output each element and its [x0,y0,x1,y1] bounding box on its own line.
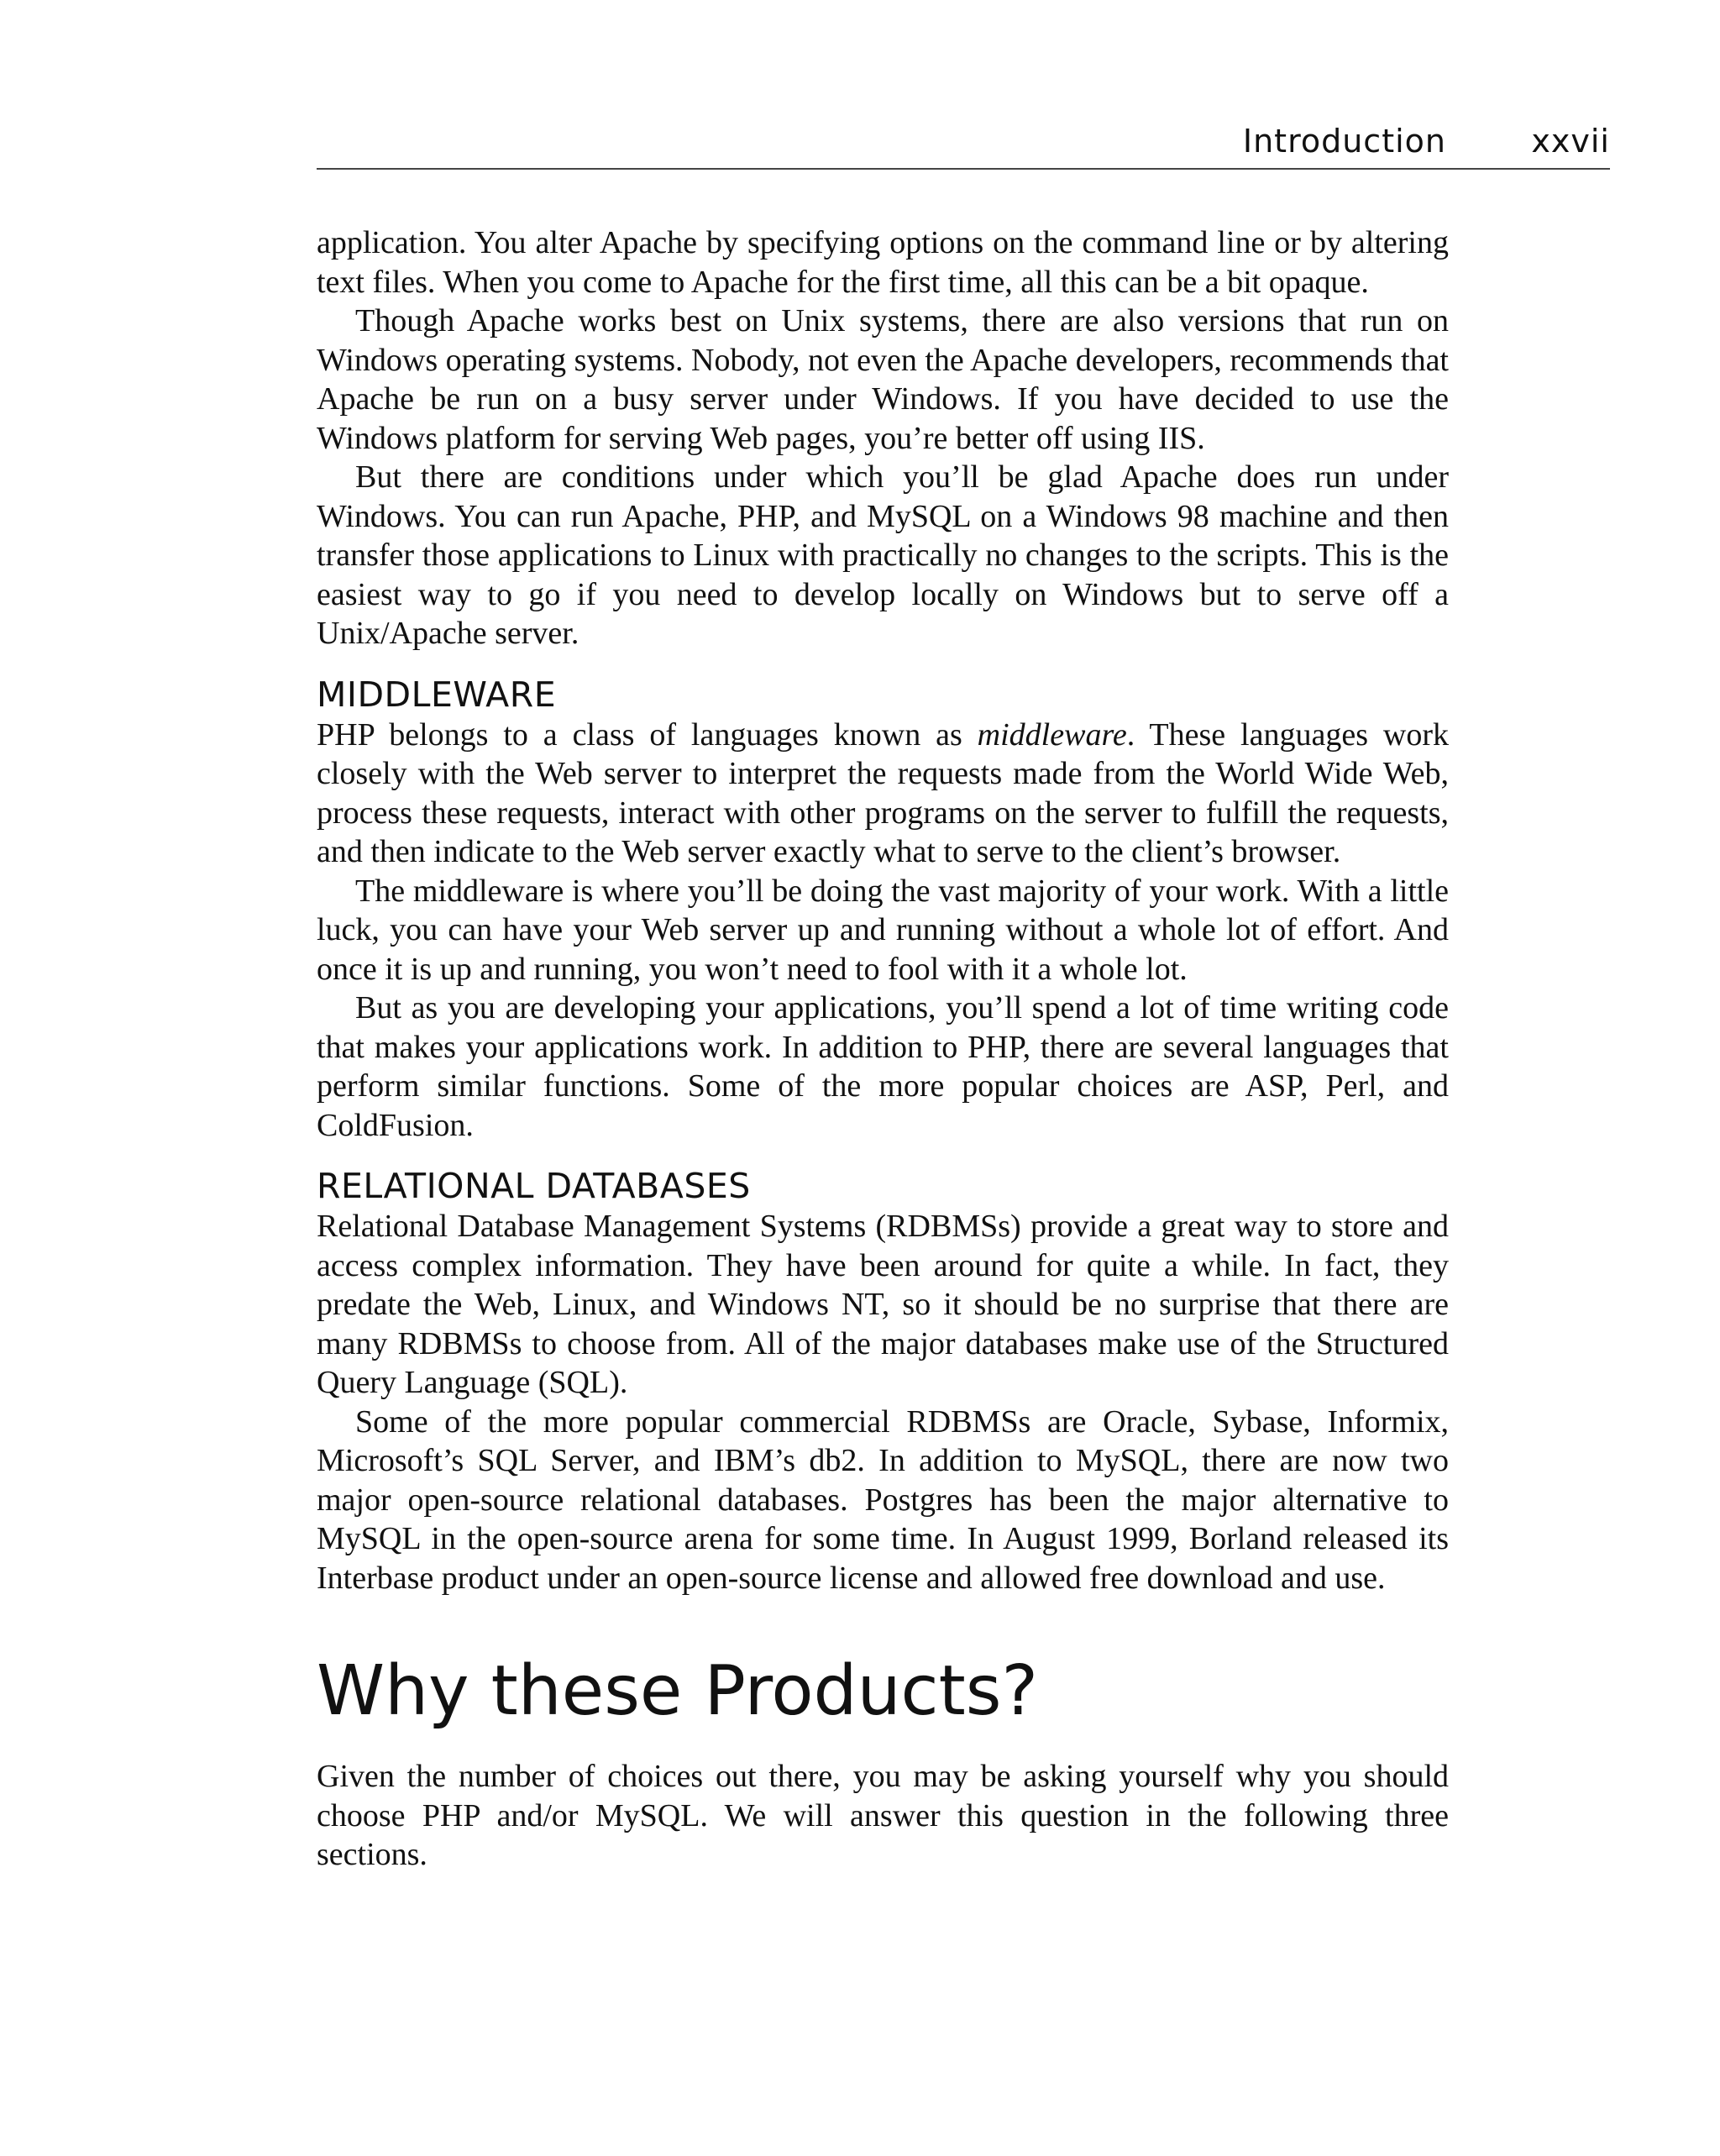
paragraph-rdbms-intro: Relational Database Management Systems (RDBMSs) provide a great way to store and access complex information. They have been around for quite a while. In fact, they predate the Web, Linux, and Windows NT, so it should be no surprise that there are many RDBMSs to choose from. All of the major databases make use of the Structured Query Language (SQL). [317,1209,1449,1400]
text-run: . These languages work closely with the Web server to interpret the requests made from the World Wide Web, process these requests, interact with other programs on the server to fulfill the requests, and then indicate to the Web server exactly what to serve to the client’s browser. [317,716,1449,869]
header-section-name: Introduction [1242,123,1446,160]
paragraph-apache-conditions: But there are conditions under which you’ll be glad Apache does run under Windows. You can run Apache, PHP, and MySQL on a Windows 98 machine and then transfer those applications to Linux with practically no changes to the scripts. This is the easiest way to go if you need to develop locally on Windows but to serve off a Unix/Apache server. [317,459,1449,651]
paragraph-apache-windows: Though Apache works best on Unix systems, there are also versions that run on Windows operating systems. Nobody, not even the Apache developers, recommends that Apache be run on a busy server under Windows. If you have decided to use the Windows platform for serving Web pages, you’re better off using IIS. [317,303,1449,456]
heading-why-these-products: Why these Products? [317,1651,1039,1731]
paragraph-why-products: Given the number of choices out there, you may be asking yourself why you should choose PHP and/or MySQL. We will answer this question in the following three sections. [317,1759,1449,1872]
paragraph-apache-config: application. You alter Apache by specifying options on the command line or by altering text files. When you come to Apache for the first time, all this can be a bit opaque. [317,225,1449,300]
paragraph-middleware-languages: But as you are developing your applications, you’ll spend a lot of time writing code that makes your applications work. In addition to PHP, there are several languages that perform similar functions. Some of the more popular choices are ASP, Perl, and ColdFusion. [317,990,1449,1143]
heading-middleware: MIDDLEWARE [317,674,557,715]
paragraph-rdbms-products: Some of the more popular commercial RDBMSs are Oracle, Sybase, Informix, Microsoft’s SQL Server, and IBM’s db2. In addition to MySQL, there are now two major open-source relational databases. Postgres has been the major alternative to MySQL in the open-source arena for some time. In August 1999, Borland released its Interbase product under an open-source license and allowed free download and use. [317,1403,1449,1596]
paragraph-middleware-intro [317,716,1449,872]
paragraph-middleware-work: The middleware is where you’ll be doing the vast majority of your work. With a little luck, you can have your Web server up and running without a whole lot of effort. And once it is up and running, you won’t need to fool with it a whole lot. [317,873,1449,987]
body-text [317,223,1449,1875]
header-page-number: xxvii [1531,123,1610,160]
running-header [317,118,1610,170]
term-middleware: middleware [977,716,1127,753]
heading-relational-databases: RELATIONAL DATABASES [317,1166,751,1206]
text-run: PHP belongs to a class of languages known as [317,716,978,753]
